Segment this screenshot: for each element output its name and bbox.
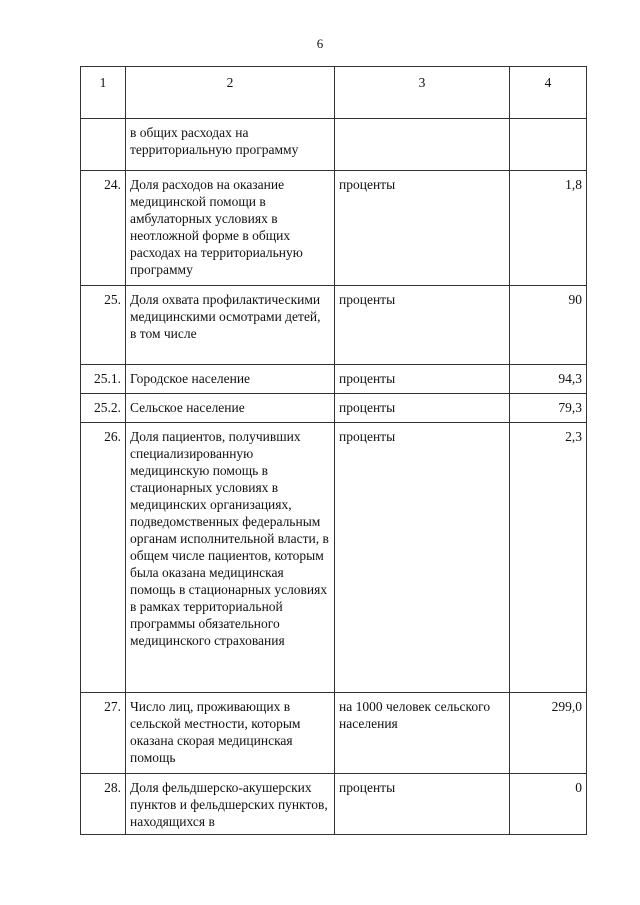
row-text: Доля расходов на оказание медицинской помощи в амбулаторных условиях в неотложной форме в общих расходах на территориальную программу xyxy=(126,171,335,286)
row-unit: на 1000 человек сельского населения xyxy=(335,693,510,774)
header-cell-4: 4 xyxy=(510,67,587,119)
row-text: в общих расходах на территориальную программу xyxy=(126,119,335,171)
table-row xyxy=(81,365,587,394)
row-unit: проценты xyxy=(335,286,510,365)
table-row xyxy=(81,171,587,286)
row-value xyxy=(510,119,587,171)
row-value: 0 xyxy=(510,774,587,835)
row-number xyxy=(81,119,126,171)
row-value: 1,8 xyxy=(510,171,587,286)
row-number: 24. xyxy=(81,171,126,286)
table-row xyxy=(81,693,587,774)
table-row xyxy=(81,394,587,423)
row-number: 25. xyxy=(81,286,126,365)
row-unit xyxy=(335,119,510,171)
row-text: Городское население xyxy=(126,365,335,394)
row-text: Сельское население xyxy=(126,394,335,423)
table-row xyxy=(81,423,587,693)
page-number: 6 xyxy=(316,36,324,51)
row-value: 2,3 xyxy=(510,423,587,693)
table-row xyxy=(81,774,587,835)
row-unit: проценты xyxy=(335,365,510,394)
row-value: 79,3 xyxy=(510,394,587,423)
row-text: Доля охвата профилактическими медицинскими осмотрами детей, в том числе xyxy=(126,286,335,365)
indicators-table xyxy=(80,66,587,835)
header-cell-1: 1 xyxy=(81,67,126,119)
row-text: Доля фельдшерско-акушерских пунктов и фельдшерских пунктов, находящихся в xyxy=(126,774,335,835)
row-unit: проценты xyxy=(335,774,510,835)
table-header-row xyxy=(81,67,587,119)
row-unit: проценты xyxy=(335,171,510,286)
row-number: 27. xyxy=(81,693,126,774)
row-unit: проценты xyxy=(335,423,510,693)
header-cell-2: 2 xyxy=(126,67,335,119)
table-row xyxy=(81,119,587,171)
row-text: Доля пациентов, получивших специализированную медицинскую помощь в стационарных условиях в медицинских организациях, подведомственных федеральным органам исполнительной власти, в общем числе пациентов, которым была оказана медицинская помощь в стационарных условиях в рамках территориальной программы обязательного медицинского страхования xyxy=(126,423,335,693)
row-unit: проценты xyxy=(335,394,510,423)
header-cell-3: 3 xyxy=(335,67,510,119)
row-value: 90 xyxy=(510,286,587,365)
row-text: Число лиц, проживающих в сельской местности, которым оказана скорая медицинская помощь xyxy=(126,693,335,774)
row-value: 94,3 xyxy=(510,365,587,394)
row-number: 28. xyxy=(81,774,126,835)
row-value: 299,0 xyxy=(510,693,587,774)
row-number: 25.2. xyxy=(81,394,126,423)
table-row xyxy=(81,286,587,365)
row-number: 25.1. xyxy=(81,365,126,394)
row-number: 26. xyxy=(81,423,126,693)
